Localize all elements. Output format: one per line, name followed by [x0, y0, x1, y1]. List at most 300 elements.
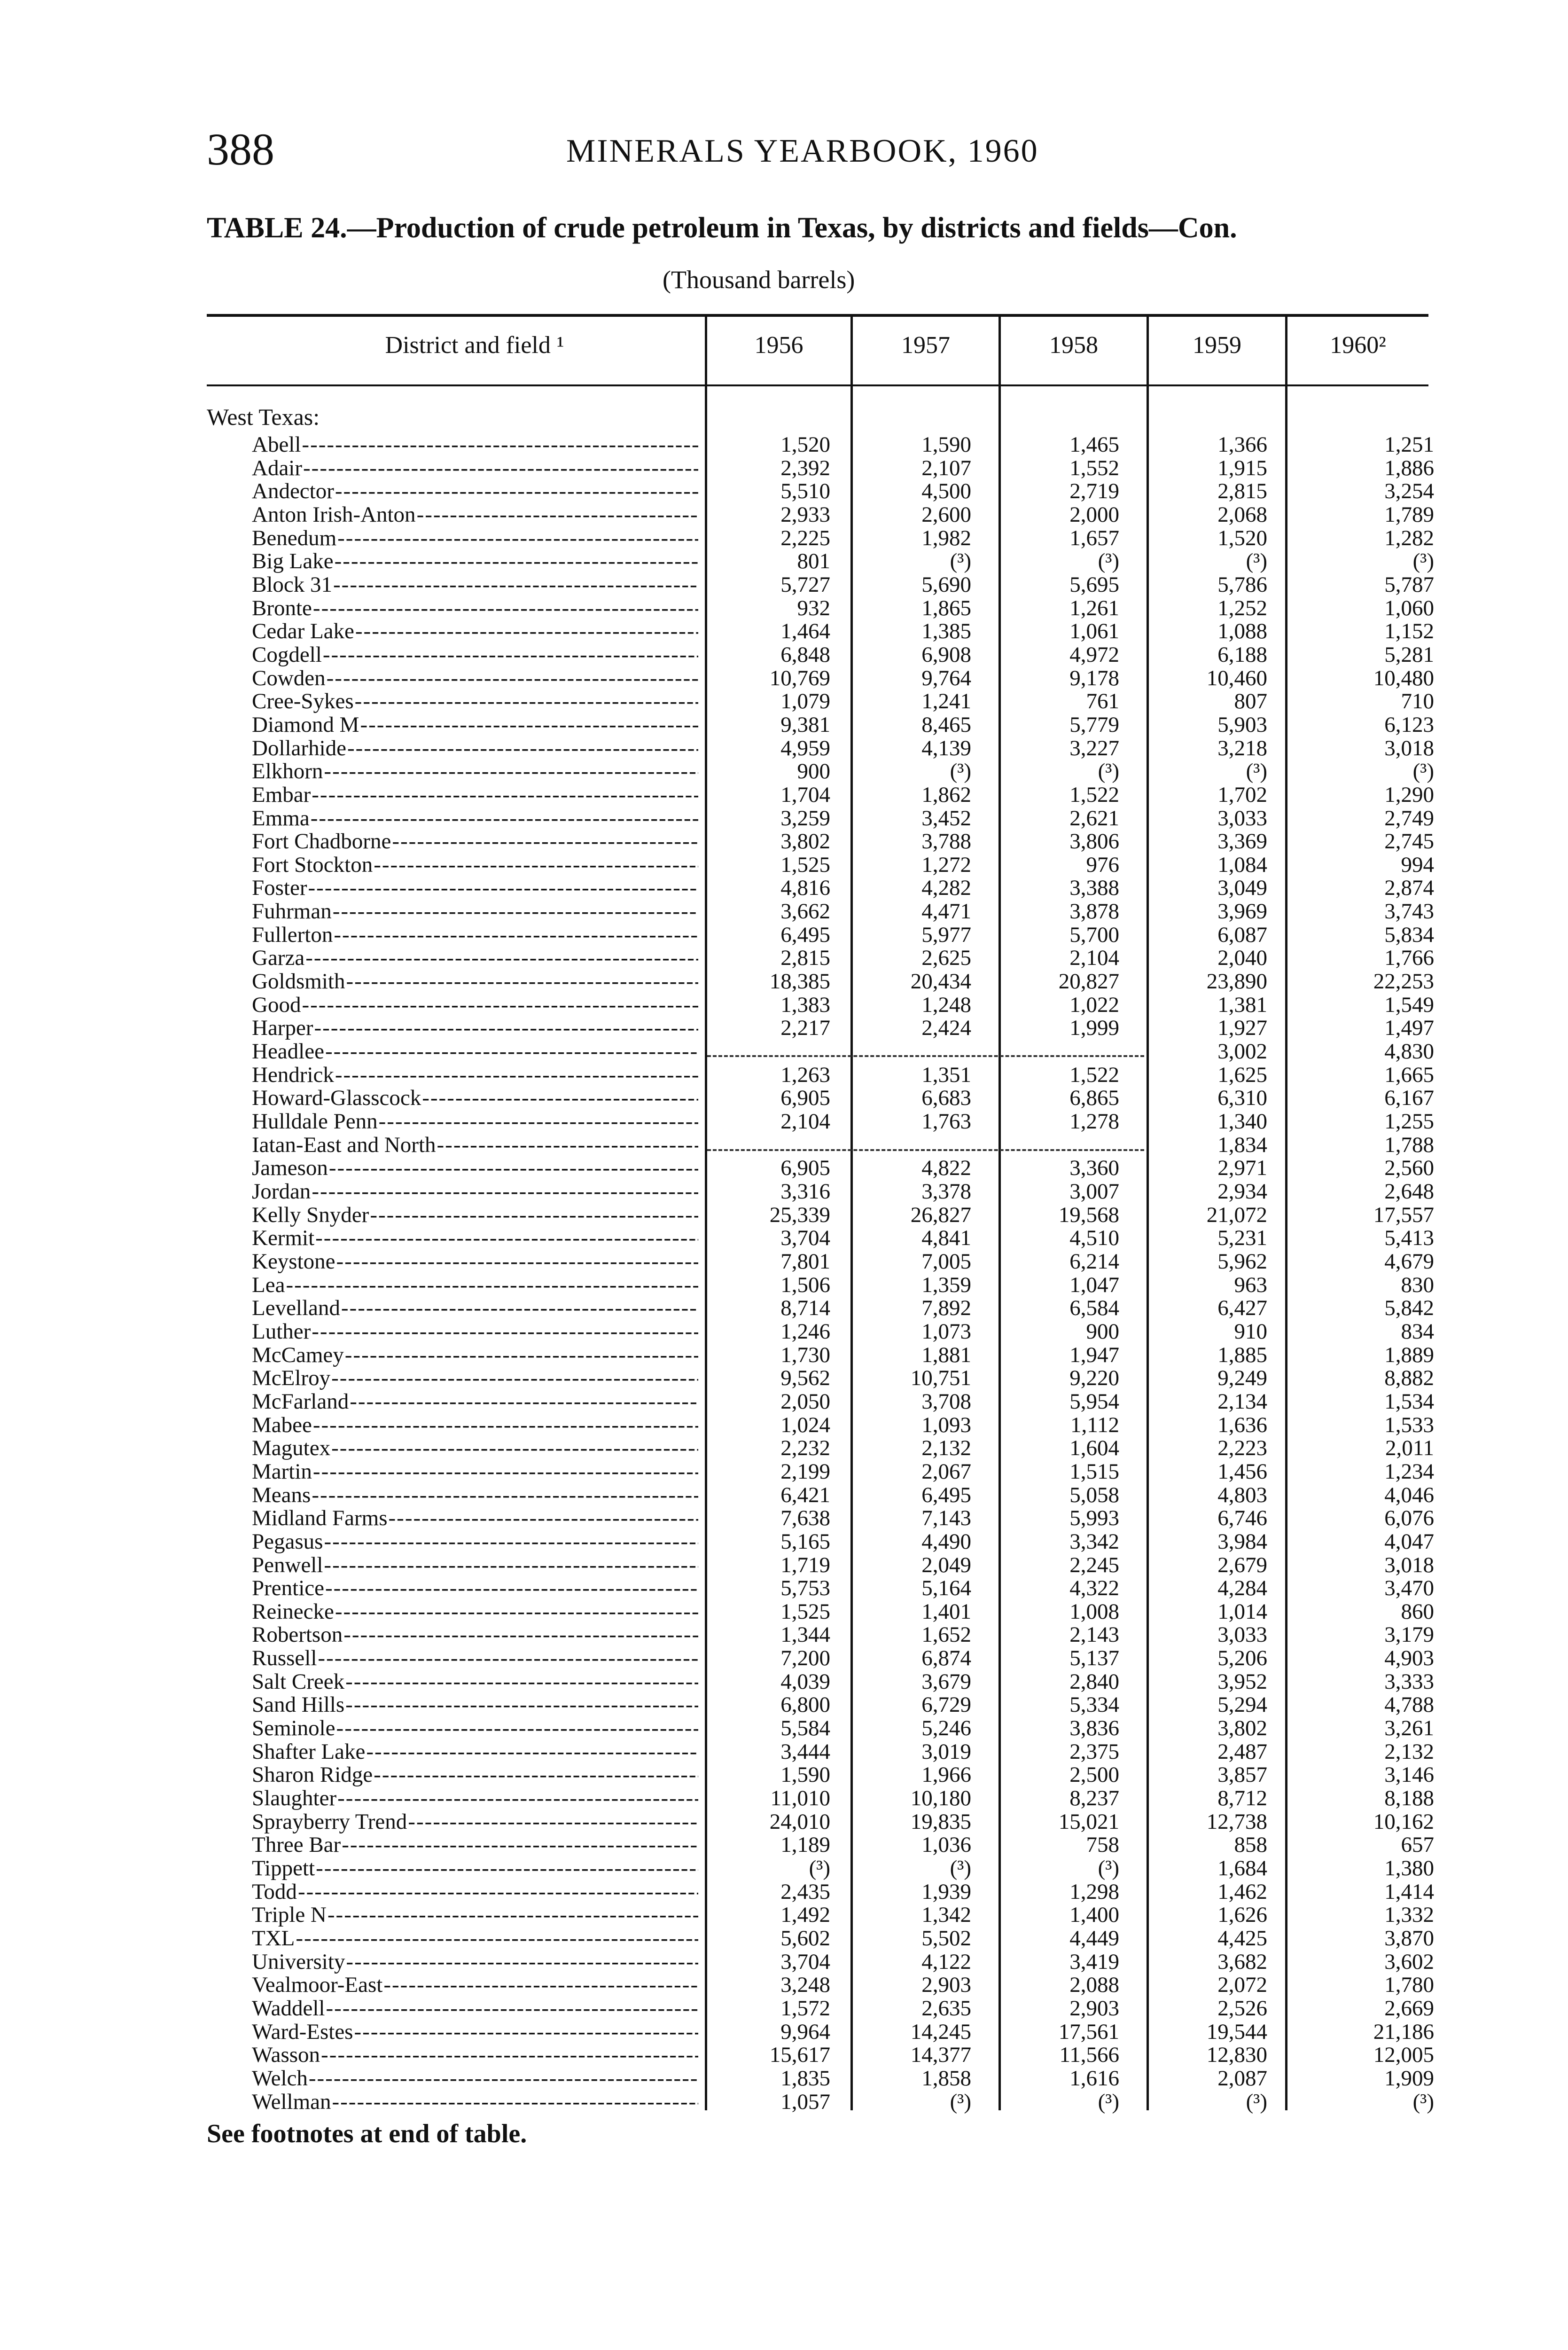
value-cell: 4,282	[921, 876, 971, 901]
value-cell: 5,954	[1069, 1389, 1119, 1414]
value-cell: 761	[1086, 689, 1119, 714]
value-cell: 2,971	[1217, 1156, 1267, 1181]
value-cell: 5,834	[1384, 922, 1434, 947]
running-title: MINERALS YEARBOOK, 1960	[566, 133, 1039, 169]
table-row	[0, 1740, 1568, 1764]
table-row	[0, 1414, 1568, 1437]
value-cell: 12,830	[1206, 2043, 1267, 2068]
table-body	[0, 433, 1568, 2114]
value-cell: 710	[1401, 689, 1434, 714]
value-cell: 3,342	[1069, 1529, 1119, 1554]
value-cell: 834	[1401, 1319, 1434, 1344]
table-row	[0, 1460, 1568, 1484]
value-cell: 19,544	[1206, 2019, 1267, 2044]
value-cell: 1,464	[780, 619, 830, 644]
value-cell: 6,076	[1384, 1506, 1434, 1531]
value-cell: 3,049	[1217, 876, 1267, 901]
value-cell: 1,520	[1217, 525, 1267, 550]
value-cell: 1,366	[1217, 432, 1267, 457]
value-cell: 3,033	[1217, 1622, 1267, 1647]
value-cell: 5,842	[1384, 1296, 1434, 1321]
value-cell: 6,495	[921, 1482, 971, 1507]
value-cell: 7,801	[780, 1249, 830, 1274]
table-footnote-reference: See footnotes at end of table.	[207, 2119, 527, 2148]
value-cell: 2,635	[921, 1996, 971, 2021]
table-row	[0, 1997, 1568, 2021]
value-cell: 2,424	[921, 1016, 971, 1041]
value-cell: 5,231	[1217, 1226, 1267, 1251]
value-cell: (³)	[809, 1856, 830, 1881]
value-cell: 1,024	[780, 1412, 830, 1437]
value-cell: 1,835	[780, 2066, 830, 2091]
table-row	[0, 737, 1568, 760]
value-cell: 1,061	[1069, 619, 1119, 644]
table-row	[0, 527, 1568, 550]
table-row	[0, 620, 1568, 643]
value-cell: 1,290	[1384, 782, 1434, 807]
value-cell: 7,892	[921, 1296, 971, 1321]
value-cell: 20,434	[910, 969, 971, 994]
table-row	[0, 1040, 1568, 1064]
value-cell: 3,179	[1384, 1622, 1434, 1647]
field-name: Andector -----	[252, 480, 698, 503]
field-name: Harper -----	[252, 1017, 698, 1040]
field-name: Big Lake -----	[252, 550, 698, 573]
field-name: Bronte -----	[252, 597, 698, 620]
value-cell: 3,836	[1069, 1716, 1119, 1741]
value-cell: 1,248	[921, 992, 971, 1017]
field-name: Iatan-East and North -----	[252, 1134, 698, 1157]
value-cell: 5,164	[921, 1576, 971, 1601]
value-cell: 10,180	[910, 1786, 971, 1811]
value-cell: 3,788	[921, 829, 971, 854]
value-cell: 9,764	[921, 666, 971, 690]
field-name: Robertson -----	[252, 1623, 698, 1646]
value-cell: 1,246	[780, 1319, 830, 1344]
table-row	[0, 480, 1568, 503]
field-name: Tippett -----	[252, 1857, 698, 1880]
value-cell: 3,002	[1217, 1039, 1267, 1064]
value-cell: 1,947	[1069, 1342, 1119, 1367]
value-cell: 5,690	[921, 572, 971, 597]
field-name: Vealmoor-East -----	[252, 1974, 698, 1997]
field-name: Embar -----	[252, 783, 698, 807]
field-name: TXL -----	[252, 1927, 698, 1950]
table-row	[0, 994, 1568, 1017]
value-cell: 21,186	[1373, 2019, 1434, 2044]
value-cell: 5,413	[1384, 1226, 1434, 1251]
value-cell: 6,584	[1069, 1296, 1119, 1321]
field-name: Fuhrman -----	[252, 900, 698, 923]
value-cell: 2,719	[1069, 479, 1119, 504]
column-header-1960: 1960²	[1330, 332, 1386, 359]
value-cell: 5,502	[921, 1926, 971, 1950]
value-cell: 1,282	[1384, 525, 1434, 550]
field-name: Levelland -----	[252, 1297, 698, 1320]
value-cell: 2,679	[1217, 1552, 1267, 1577]
value-cell: 4,816	[780, 876, 830, 901]
value-cell: 26,827	[910, 1202, 971, 1227]
value-cell: 4,788	[1384, 1692, 1434, 1717]
value-cell: 801	[797, 549, 830, 574]
value-cell: 2,068	[1217, 502, 1267, 527]
value-cell: 1,465	[1069, 432, 1119, 457]
field-name: McElroy -----	[252, 1367, 698, 1390]
value-cell: 3,870	[1384, 1926, 1434, 1950]
field-name: Garza -----	[252, 947, 698, 970]
table-row	[0, 2021, 1568, 2044]
table-row	[0, 1647, 1568, 1670]
value-cell: 2,067	[921, 1459, 971, 1484]
field-name: Todd -----	[252, 1880, 698, 1904]
value-cell: 1,057	[780, 2089, 830, 2114]
table-row	[0, 1274, 1568, 1297]
value-cell: 4,972	[1069, 642, 1119, 667]
value-cell: 5,753	[780, 1576, 830, 1601]
value-cell: (³)	[1098, 2089, 1119, 2114]
value-cell: 1,385	[921, 619, 971, 644]
table-row	[0, 1484, 1568, 1507]
value-cell: 2,749	[1384, 806, 1434, 830]
value-cell: 1,278	[1069, 1109, 1119, 1134]
value-cell: 7,005	[921, 1249, 971, 1274]
value-cell: 6,848	[780, 642, 830, 667]
field-name: Adair -----	[252, 457, 698, 480]
value-cell: 1,789	[1384, 502, 1434, 527]
value-cell: 1,359	[921, 1272, 971, 1297]
value-cell: 5,787	[1384, 572, 1434, 597]
value-cell: 3,378	[921, 1179, 971, 1204]
value-cell: (³)	[1098, 1856, 1119, 1881]
value-cell: 5,700	[1069, 922, 1119, 947]
value-cell: 6,729	[921, 1692, 971, 1717]
value-cell: 1,234	[1384, 1459, 1434, 1484]
table-row	[0, 1134, 1568, 1157]
table-row	[0, 503, 1568, 527]
value-cell: 1,572	[780, 1996, 830, 2021]
value-cell: 5,334	[1069, 1692, 1119, 1717]
value-cell: 2,104	[1069, 946, 1119, 971]
table-row	[0, 760, 1568, 783]
value-cell: 2,815	[780, 946, 830, 971]
value-cell: 1,084	[1217, 852, 1267, 877]
value-cell: 5,165	[780, 1529, 830, 1554]
value-cell: 1,073	[921, 1319, 971, 1344]
value-cell: 1,340	[1217, 1109, 1267, 1134]
value-cell: 11,566	[1059, 2043, 1119, 2068]
value-cell: 3,419	[1069, 1949, 1119, 1974]
field-name: Hulldale Penn -----	[252, 1110, 698, 1133]
table-row	[0, 1554, 1568, 1577]
value-cell: 9,178	[1069, 666, 1119, 690]
field-name: Howard-Glasscock -----	[252, 1087, 698, 1110]
field-name: Fort Chadborne -----	[252, 830, 698, 853]
value-cell: 24,010	[769, 1809, 830, 1834]
value-cell: 1,014	[1217, 1599, 1267, 1624]
field-name: Fullerton -----	[252, 924, 698, 947]
value-cell: 18,385	[769, 969, 830, 994]
value-cell: 8,465	[921, 712, 971, 737]
value-cell: 900	[797, 759, 830, 784]
table-row	[0, 807, 1568, 830]
value-cell: 6,495	[780, 922, 830, 947]
value-cell: 4,425	[1217, 1926, 1267, 1950]
value-cell: 2,840	[1069, 1669, 1119, 1694]
value-cell: 860	[1401, 1599, 1434, 1624]
field-name: Wellman -----	[252, 2091, 698, 2114]
table-row	[0, 1600, 1568, 1624]
value-cell: 1,344	[780, 1622, 830, 1647]
value-cell: 2,934	[1217, 1179, 1267, 1204]
value-cell: 4,822	[921, 1156, 971, 1181]
value-cell: 2,648	[1384, 1179, 1434, 1204]
value-cell: 994	[1401, 852, 1434, 877]
value-cell: 4,490	[921, 1529, 971, 1554]
value-cell: 2,874	[1384, 876, 1434, 901]
value-cell: (³)	[1246, 2089, 1267, 2114]
value-cell: 6,167	[1384, 1086, 1434, 1111]
value-cell: 1,881	[921, 1342, 971, 1367]
value-cell: 3,218	[1217, 736, 1267, 760]
value-cell: 3,316	[780, 1179, 830, 1204]
field-name: Benedum -----	[252, 527, 698, 550]
field-name: Keystone -----	[252, 1250, 698, 1273]
field-name: Jordan -----	[252, 1180, 698, 1203]
value-cell: 858	[1234, 1833, 1267, 1857]
field-name: Kermit -----	[252, 1227, 698, 1250]
value-cell: 6,908	[921, 642, 971, 667]
value-cell: 4,510	[1069, 1226, 1119, 1251]
value-cell: 2,526	[1217, 1996, 1267, 2021]
value-cell: 1,788	[1384, 1132, 1434, 1157]
value-cell: 1,549	[1384, 992, 1434, 1017]
value-cell: (³)	[1098, 549, 1119, 574]
value-cell: 4,830	[1384, 1039, 1434, 1064]
value-cell: 3,452	[921, 806, 971, 830]
value-cell: 1,383	[780, 992, 830, 1017]
value-cell: 6,746	[1217, 1506, 1267, 1531]
value-cell: 5,695	[1069, 572, 1119, 597]
field-name: Ward-Estes -----	[252, 2021, 698, 2044]
table-row	[0, 1227, 1568, 1250]
value-cell: 2,132	[921, 1436, 971, 1461]
value-cell: 3,261	[1384, 1716, 1434, 1741]
value-cell: 1,414	[1384, 1879, 1434, 1904]
field-name: Dollarhide -----	[252, 737, 698, 760]
value-cell: 7,143	[921, 1506, 971, 1531]
value-cell: 3,704	[780, 1226, 830, 1251]
table-row	[0, 1017, 1568, 1040]
value-cell: 1,534	[1384, 1389, 1434, 1414]
value-cell: 1,625	[1217, 1062, 1267, 1087]
value-cell: 2,933	[780, 502, 830, 527]
value-cell: 3,007	[1069, 1179, 1119, 1204]
value-cell: 19,568	[1058, 1202, 1119, 1227]
table-row	[0, 1064, 1568, 1087]
value-cell: 3,369	[1217, 829, 1267, 854]
value-cell: (³)	[950, 549, 971, 574]
value-cell: 2,625	[921, 946, 971, 971]
table-row	[0, 924, 1568, 947]
value-cell: 1,522	[1069, 782, 1119, 807]
value-cell: 1,665	[1384, 1062, 1434, 1087]
field-name: Slaughter -----	[252, 1787, 698, 1810]
value-cell: 3,146	[1384, 1762, 1434, 1787]
value-cell: 3,333	[1384, 1669, 1434, 1694]
value-cell: 1,093	[921, 1412, 971, 1437]
value-cell: 758	[1086, 1833, 1119, 1857]
value-cell: 3,662	[780, 899, 830, 924]
value-cell: 1,008	[1069, 1599, 1119, 1624]
field-name: Waddell -----	[252, 1997, 698, 2020]
field-name: Luther -----	[252, 1320, 698, 1343]
value-cell: 2,049	[921, 1552, 971, 1577]
field-name: Sharon Ridge -----	[252, 1763, 698, 1786]
value-cell: 6,123	[1384, 712, 1434, 737]
value-cell: 1,590	[780, 1762, 830, 1787]
table-row	[0, 783, 1568, 807]
value-cell: 4,679	[1384, 1249, 1434, 1274]
value-cell: 7,200	[780, 1646, 830, 1671]
table-row	[0, 1857, 1568, 1880]
value-cell: 1,730	[780, 1342, 830, 1367]
value-cell: 6,683	[921, 1086, 971, 1111]
value-cell: 3,033	[1217, 806, 1267, 830]
table-row	[0, 970, 1568, 994]
field-name: Welch -----	[252, 2067, 698, 2090]
value-cell: 2,217	[780, 1016, 830, 1041]
value-cell: 6,865	[1069, 1086, 1119, 1111]
field-name: Cogdell -----	[252, 643, 698, 666]
value-cell: 5,058	[1069, 1482, 1119, 1507]
field-name: Mabee -----	[252, 1414, 698, 1437]
value-cell: 1,702	[1217, 782, 1267, 807]
value-cell: 1,047	[1069, 1272, 1119, 1297]
field-name: McCamey -----	[252, 1344, 698, 1367]
field-name: University -----	[252, 1950, 698, 1974]
column-header-1958: 1958	[1049, 332, 1098, 359]
value-cell: 1,506	[780, 1272, 830, 1297]
value-cell: (³)	[1412, 759, 1434, 784]
table-row	[0, 667, 1568, 690]
field-name: Jameson -----	[252, 1157, 698, 1180]
field-name: Russell -----	[252, 1647, 698, 1670]
value-cell: 1,079	[780, 689, 830, 714]
value-cell: 6,214	[1069, 1249, 1119, 1274]
value-cell: 3,018	[1384, 1552, 1434, 1577]
value-cell: 1,865	[921, 595, 971, 620]
value-cell: (³)	[950, 1856, 971, 1881]
value-cell: 3,360	[1069, 1156, 1119, 1181]
field-name: Abell -----	[252, 433, 698, 456]
page-number: 388	[207, 124, 274, 174]
value-cell: (³)	[1412, 549, 1434, 574]
value-cell: 4,122	[921, 1949, 971, 1974]
value-cell: 4,903	[1384, 1646, 1434, 1671]
value-cell: 1,380	[1384, 1856, 1434, 1881]
field-name: Headlee -----	[252, 1040, 698, 1063]
value-cell: 1,400	[1069, 1903, 1119, 1927]
value-cell: 4,471	[921, 899, 971, 924]
value-cell: 9,381	[780, 712, 830, 737]
table-row	[0, 2091, 1568, 2114]
value-cell: 6,874	[921, 1646, 971, 1671]
value-cell: 2,560	[1384, 1156, 1434, 1181]
value-cell: 2,245	[1069, 1552, 1119, 1577]
field-name: Emma -----	[252, 807, 698, 830]
value-cell: 3,019	[921, 1739, 971, 1764]
value-cell: 2,072	[1217, 1973, 1267, 1998]
value-cell: (³)	[1246, 549, 1267, 574]
value-cell: 9,220	[1069, 1366, 1119, 1391]
table-row	[0, 1623, 1568, 1647]
value-cell: 1,241	[921, 689, 971, 714]
field-name: Pegasus -----	[252, 1530, 698, 1553]
value-cell: 1,401	[921, 1599, 971, 1624]
value-cell: 5,977	[921, 922, 971, 947]
value-cell: 5,779	[1069, 712, 1119, 737]
column-header-1957: 1957	[901, 332, 950, 359]
value-cell: 2,225	[780, 525, 830, 550]
value-cell: 3,704	[780, 1949, 830, 1974]
value-cell: 20,827	[1058, 969, 1119, 994]
value-cell: 3,806	[1069, 829, 1119, 854]
value-cell: 5,206	[1217, 1646, 1267, 1671]
value-cell: 1,704	[780, 782, 830, 807]
value-cell: 1,719	[780, 1552, 830, 1577]
value-cell: 15,021	[1058, 1809, 1119, 1834]
value-cell: 2,435	[780, 1879, 830, 1904]
dashed-separator	[707, 1055, 1144, 1057]
value-cell: 8,188	[1384, 1786, 1434, 1811]
table-row	[0, 1693, 1568, 1717]
value-cell: 14,377	[910, 2043, 971, 2068]
value-cell: 8,882	[1384, 1366, 1434, 1391]
table-row	[0, 1367, 1568, 1390]
field-name: Foster -----	[252, 877, 698, 900]
value-cell: 1,462	[1217, 1879, 1267, 1904]
table-row	[0, 1297, 1568, 1320]
value-cell: 1,604	[1069, 1436, 1119, 1461]
value-cell: 6,087	[1217, 922, 1267, 947]
table-row	[0, 1974, 1568, 1997]
value-cell: 963	[1234, 1272, 1267, 1297]
table-row	[0, 1577, 1568, 1600]
value-cell: 1,982	[921, 525, 971, 550]
value-cell: 830	[1401, 1272, 1434, 1297]
value-cell: 22,253	[1373, 969, 1434, 994]
field-name: Block 31 -----	[252, 573, 698, 596]
value-cell: 2,745	[1384, 829, 1434, 854]
value-cell: 8,714	[780, 1296, 830, 1321]
value-cell: 1,520	[780, 432, 830, 457]
field-name: Anton Irish-Anton -----	[252, 503, 698, 526]
value-cell: 7,638	[780, 1506, 830, 1531]
value-cell: 1,515	[1069, 1459, 1119, 1484]
table-row	[0, 1530, 1568, 1554]
value-cell: 1,999	[1069, 1016, 1119, 1041]
value-cell: 1,525	[780, 1599, 830, 1624]
value-cell: 3,602	[1384, 1949, 1434, 1974]
value-cell: 5,294	[1217, 1692, 1267, 1717]
value-cell: 5,510	[780, 479, 830, 504]
value-cell: 3,444	[780, 1739, 830, 1764]
value-cell: 2,000	[1069, 502, 1119, 527]
value-cell: 2,088	[1069, 1973, 1119, 1998]
value-cell: 2,143	[1069, 1622, 1119, 1647]
table-row	[0, 1950, 1568, 1974]
value-cell: (³)	[1098, 759, 1119, 784]
